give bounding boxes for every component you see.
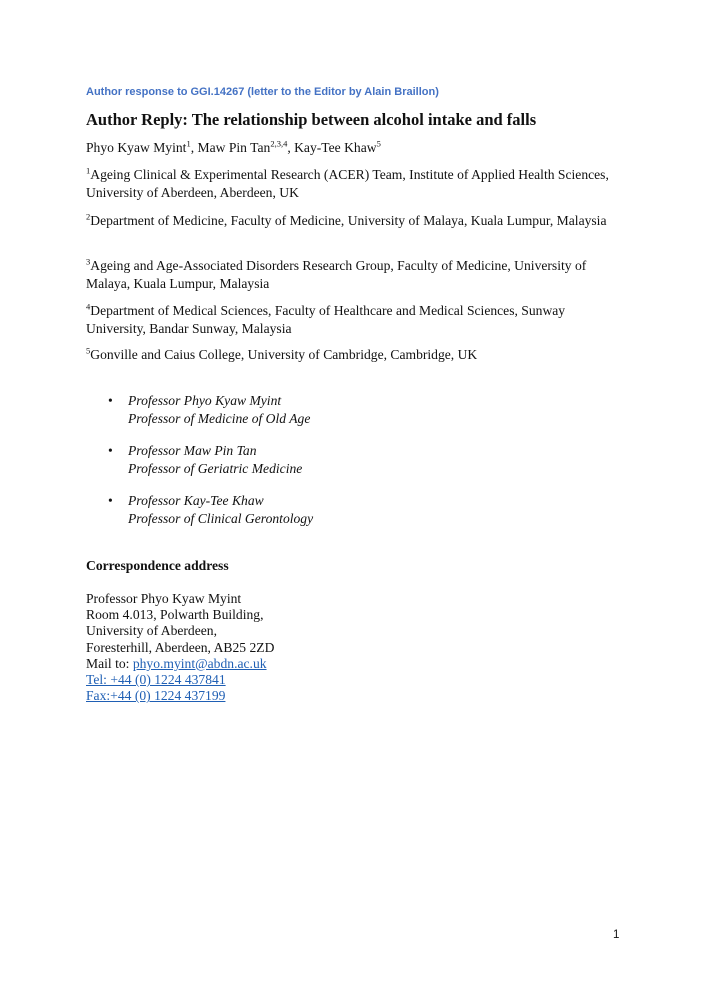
list-item: [86, 492, 626, 528]
author-affiliation-sup: 5: [376, 138, 381, 149]
author-roles-list: [86, 392, 626, 542]
author-name: Kay-Tee Khaw: [294, 140, 377, 155]
tel-link[interactable]: Tel: +44 (0) 1224 437841: [86, 672, 226, 688]
bullet-author-name: Professor Maw Pin Tan: [128, 443, 257, 458]
address-line: University of Aberdeen,: [86, 623, 217, 639]
author-name: Maw Pin Tan: [197, 140, 271, 155]
correspondence-address: [86, 591, 274, 704]
bullet-icon: •: [108, 443, 113, 458]
list-item: [86, 392, 626, 428]
bullet-author-role: Professor of Geriatric Medicine: [128, 461, 303, 476]
bullet-author-name: Professor Phyo Kyaw Myint: [128, 393, 282, 408]
affiliation-3: $^3$Ageing and Age-Associated Disorders Research Group, Faculty of Medicine, University of Malaya, Kuala Lumpur, Malaysia: [86, 256, 587, 291]
affiliation-4: $^4$Department of Medical Sciences, Faculty of Healthcare and Medical Sciences, Sunway University, Bandar Sunway, Malaysia: [86, 301, 566, 336]
mail-line: [86, 656, 274, 672]
affiliation-1: $^1$Ageing Clinical & Experimental Research (ACER) Team, Institute of Applied Health Sciences, University of Aberdeen, Aberdeen, UK: [86, 165, 609, 200]
bullet-author-name: Professor Kay-Tee Khaw: [128, 493, 264, 508]
bullet-author-role: Professor of Medicine of Old Age: [128, 411, 311, 426]
list-item: [86, 442, 626, 478]
author-name: Phyo Kyaw Myint: [86, 140, 187, 155]
address-line: Foresterhill, Aberdeen, AB25 2ZD: [86, 639, 275, 655]
fax-link[interactable]: Fax:+44 (0) 1224 437199: [86, 688, 226, 704]
page-number: 1: [613, 929, 620, 941]
affiliation-5: $^5$Gonville and Caius College, University of Cambridge, Cambridge, UK: [86, 345, 478, 362]
article-header-label: Author response to GGI.14267 (letter to the Editor by Alain Braillon): [86, 86, 439, 98]
author-affiliation-sup: 1: [186, 138, 191, 149]
article-title: Author Reply: The relationship between alcohol intake and falls: [86, 110, 537, 129]
author-affiliation-sup: 2,3,4: [270, 138, 288, 149]
mail-label: Mail to:: [86, 655, 133, 671]
affiliation-2: $^2$Department of Medicine, Faculty of Medicine, University of Malaya, Kuala Lumpur, Malaysia: [86, 211, 607, 228]
email-link[interactable]: phyo.myint@abdn.ac.uk: [132, 655, 267, 671]
address-line: Professor Phyo Kyaw Myint: [86, 591, 242, 606]
address-line: Room 4.013, Polwarth Building,: [86, 607, 264, 623]
bullet-author-role: Professor of Clinical Gerontology: [128, 511, 314, 526]
bullet-icon: •: [108, 493, 113, 508]
author-list: Phyo Kyaw Myint$^1$, Maw Pin Tan$^{2,3,4}$, Kay-Tee Khaw$^5$: [86, 138, 381, 155]
correspondence-heading: Correspondence address: [86, 558, 229, 573]
bullet-icon: •: [108, 393, 113, 408]
